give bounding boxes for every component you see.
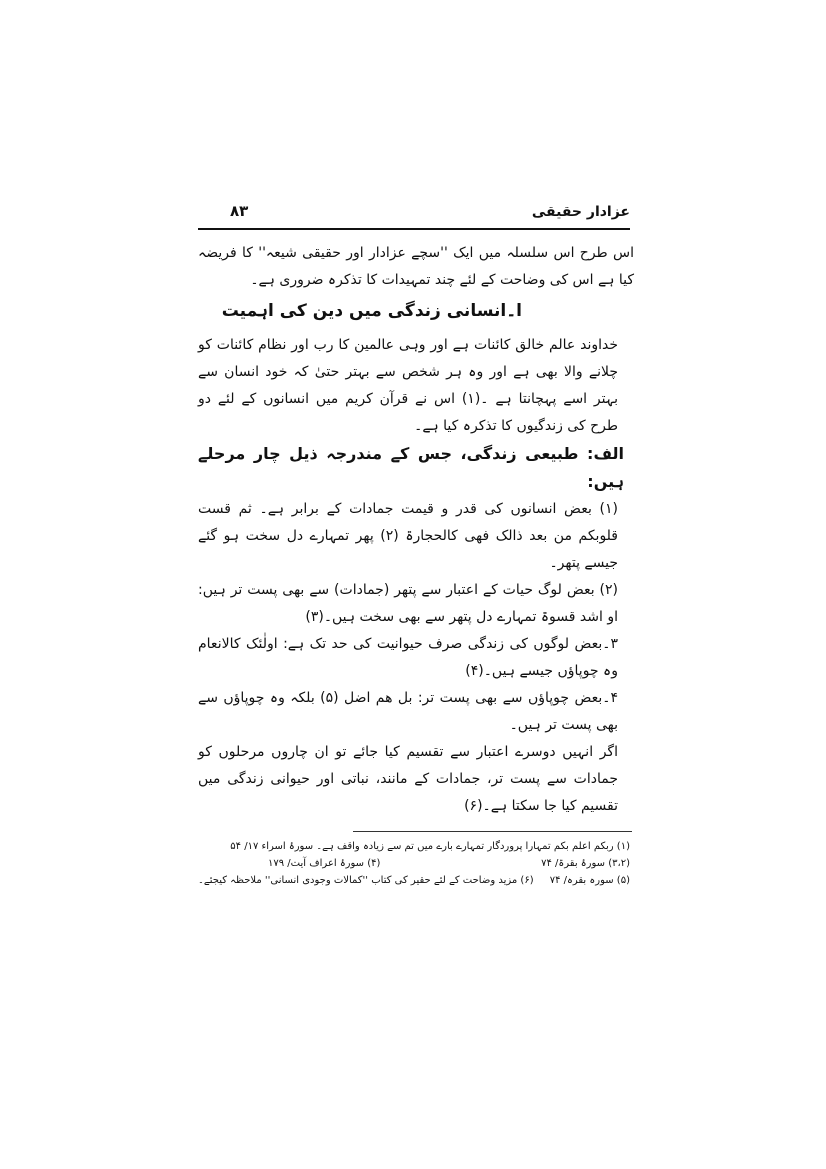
list-item-4: ۴۔بعض چوپاؤں سے بھی پست تر: بل ھم اضل (۵) بلکہ وہ چوپاؤں سے بھی پست تر ہیں۔ <box>198 690 618 733</box>
page-number: ۸۳ <box>230 202 249 220</box>
page-header <box>198 200 630 226</box>
footnote-6: (۶) مزید وضاحت کے لئے حقیر کی کتاب ''کمالات وجودی انسانی'' ملاحظہ کیجئے۔ <box>198 875 534 886</box>
list-item-2: (۲) بعض لوگ حیات کے اعتبار سے پتھر (جمادات) سے بھی پست تر ہیں: او اشد قسوۃ تمہارے دل پتھر سے بھی سخت ہیں۔(۳) <box>198 582 618 625</box>
paragraph-2: اگر انہیں دوسرے اعتبار سے تقسیم کیا جائے تو ان چاروں مرحلوں کو جمادات سے پست تر، جمادات کے مانند، نباتی اور حیوانی زندگی میں تقسیم کیا جا سکتا ہے۔(۶) <box>198 744 618 814</box>
footnote-row <box>198 855 630 872</box>
header-rule <box>198 228 630 230</box>
subsection-heading: الف: طبیعی زندگی، جس کے مندرجہ ذیل چار مرحلے ہیں: <box>198 444 624 491</box>
footnote-rule <box>353 831 632 832</box>
footnotes <box>198 838 630 889</box>
footnote-1: (۱) ربکم اعلم بکم تمہارا پروردگار تمہارے بارے میں تم سے زیادہ واقف ہے۔ سورۂ اسراء ۱۷/ ۵۴ <box>230 841 630 852</box>
running-title: عزادار حقیقی <box>531 204 630 220</box>
paragraph-1: خداوند عالم خالق کائنات ہے اور وہی عالمین کا رب اور نظام کائنات کو چلانے والا بھی ہے اور وہ ہر شخص سے بہتر حتیٰ کہ خود انسان سے بہتر اسے پہچانتا ہے ۔(۱) اس نے قرآن کریم میں انسانوں کے لئے دو طرح کی زندگیوں کا تذکرہ کیا ہے۔ <box>198 337 618 434</box>
footnote-row <box>198 838 630 855</box>
intro-paragraph: اس طرح اس سلسلہ میں ایک ''سچے عزادار اور حقیقی شیعہ'' کا فریضہ کیا ہے اس کی وضاحت کے لئے چند تمہیدات کا تذکرہ ضروری ہے۔ <box>198 245 634 288</box>
footnote-2-3: (۳،۲) سورۂ بقرۃ/ ۷۴ <box>541 858 630 869</box>
footnote-5: (۵) سورہ بقرہ/ ۷۴ <box>549 875 630 886</box>
main-text <box>198 240 634 820</box>
list-item-3: ۳۔بعض لوگوں کی زندگی صرف حیوانیت کی حد تک ہے: اولٰئک کالانعام وہ چوپاؤں جیسے ہیں۔(۴) <box>198 636 618 679</box>
section-heading: ا۔انسانی زندگی میں دین کی اہمیت <box>221 301 522 321</box>
footnote-row <box>198 872 630 889</box>
list-item-1: (۱) بعض انسانوں کی قدر و قیمت جمادات کے برابر ہے۔ ثم قست قلوبکم من بعد ذالک فھی کالحجارۃ (۲) پھر تمہارے دل سخت ہو گئے جیسے پتھر۔ <box>198 501 619 571</box>
footnote-4: (۴) سورۂ اعراف آیت/ ۱۷۹ <box>268 858 381 869</box>
